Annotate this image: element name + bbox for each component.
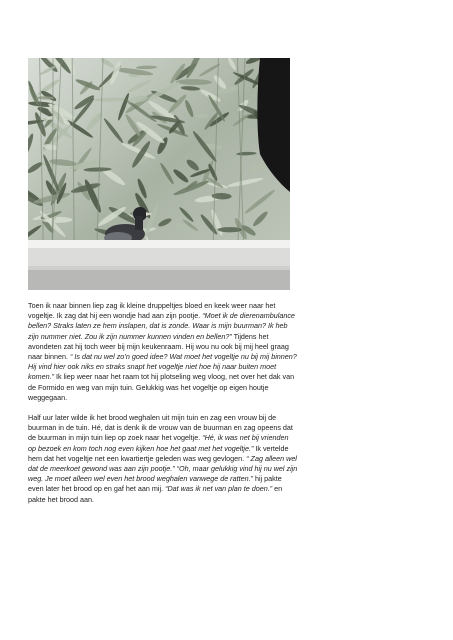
- paragraph-2: Half uur later wilde ik het brood weghalen uit mijn tuin en zag een vrouw bij de buurman in de tuin. Hé, dat is denk ik de vrouw van de buurman en zag opeens dat de buurman in mijn tuin liep op zoek naar het vogeltje. “Hé, ik was net bij vrienden op bezoek en kom toch nog even kijken hoe het gaat met het vogeltje.” Ik vertelde hem dat het vogeltje net een kwartiertje geleden was weg gevlogen. “ Zag alleen wel dat de meerkoet gewond was aan zijn pootje.” “Oh, maar gelukkig vind hij nu wel zijn weg. Je moet alleen wel even het brood weghalen vanwege de ratten.” hij pakte even later het brood op en gaf het aan mij. “Dat was ik net van plan te doen.” en pakte het brood aan.: [28, 413, 298, 504]
- story-text: [28, 301, 298, 515]
- paragraph-1: Toen ik naar binnen liep zag ik kleine druppeltjes bloed en keek weer naar het vogeltje. Ik zag dat hij een wondje had aan zijn pootje. “Moet ik de dierenambulance bellen? Straks laten ze hem inslapen, dat is zonde. Waar is mijn buurman? Ik heb zijn nummer niet. Zou ik zijn nummer kunnen vinden en bellen?” Tijdens het avondeten zat hij toch weer bij mijn keukenraam. Hij wou nu ook bij mij heel graag naar binnen. “ Is dat nu wel zo’n goed idee? Wat moet het vogeltje nu bij mij binnen? Hij vind hier ook niks en straks snapt het vogeltje niet hoe hij naar buiten moet komen.” Ik liep weer naar het raam tot hij plotseling weg vloog, net over het dak van de Formido en weg van mijn tuin. Gelukkig was het vogeltje op eigen houtje weggegaan.: [28, 301, 297, 402]
- window-photo: [28, 58, 290, 290]
- window-frame: [28, 240, 290, 248]
- window-sill: [28, 248, 290, 266]
- coot-at-window-image: [28, 58, 290, 290]
